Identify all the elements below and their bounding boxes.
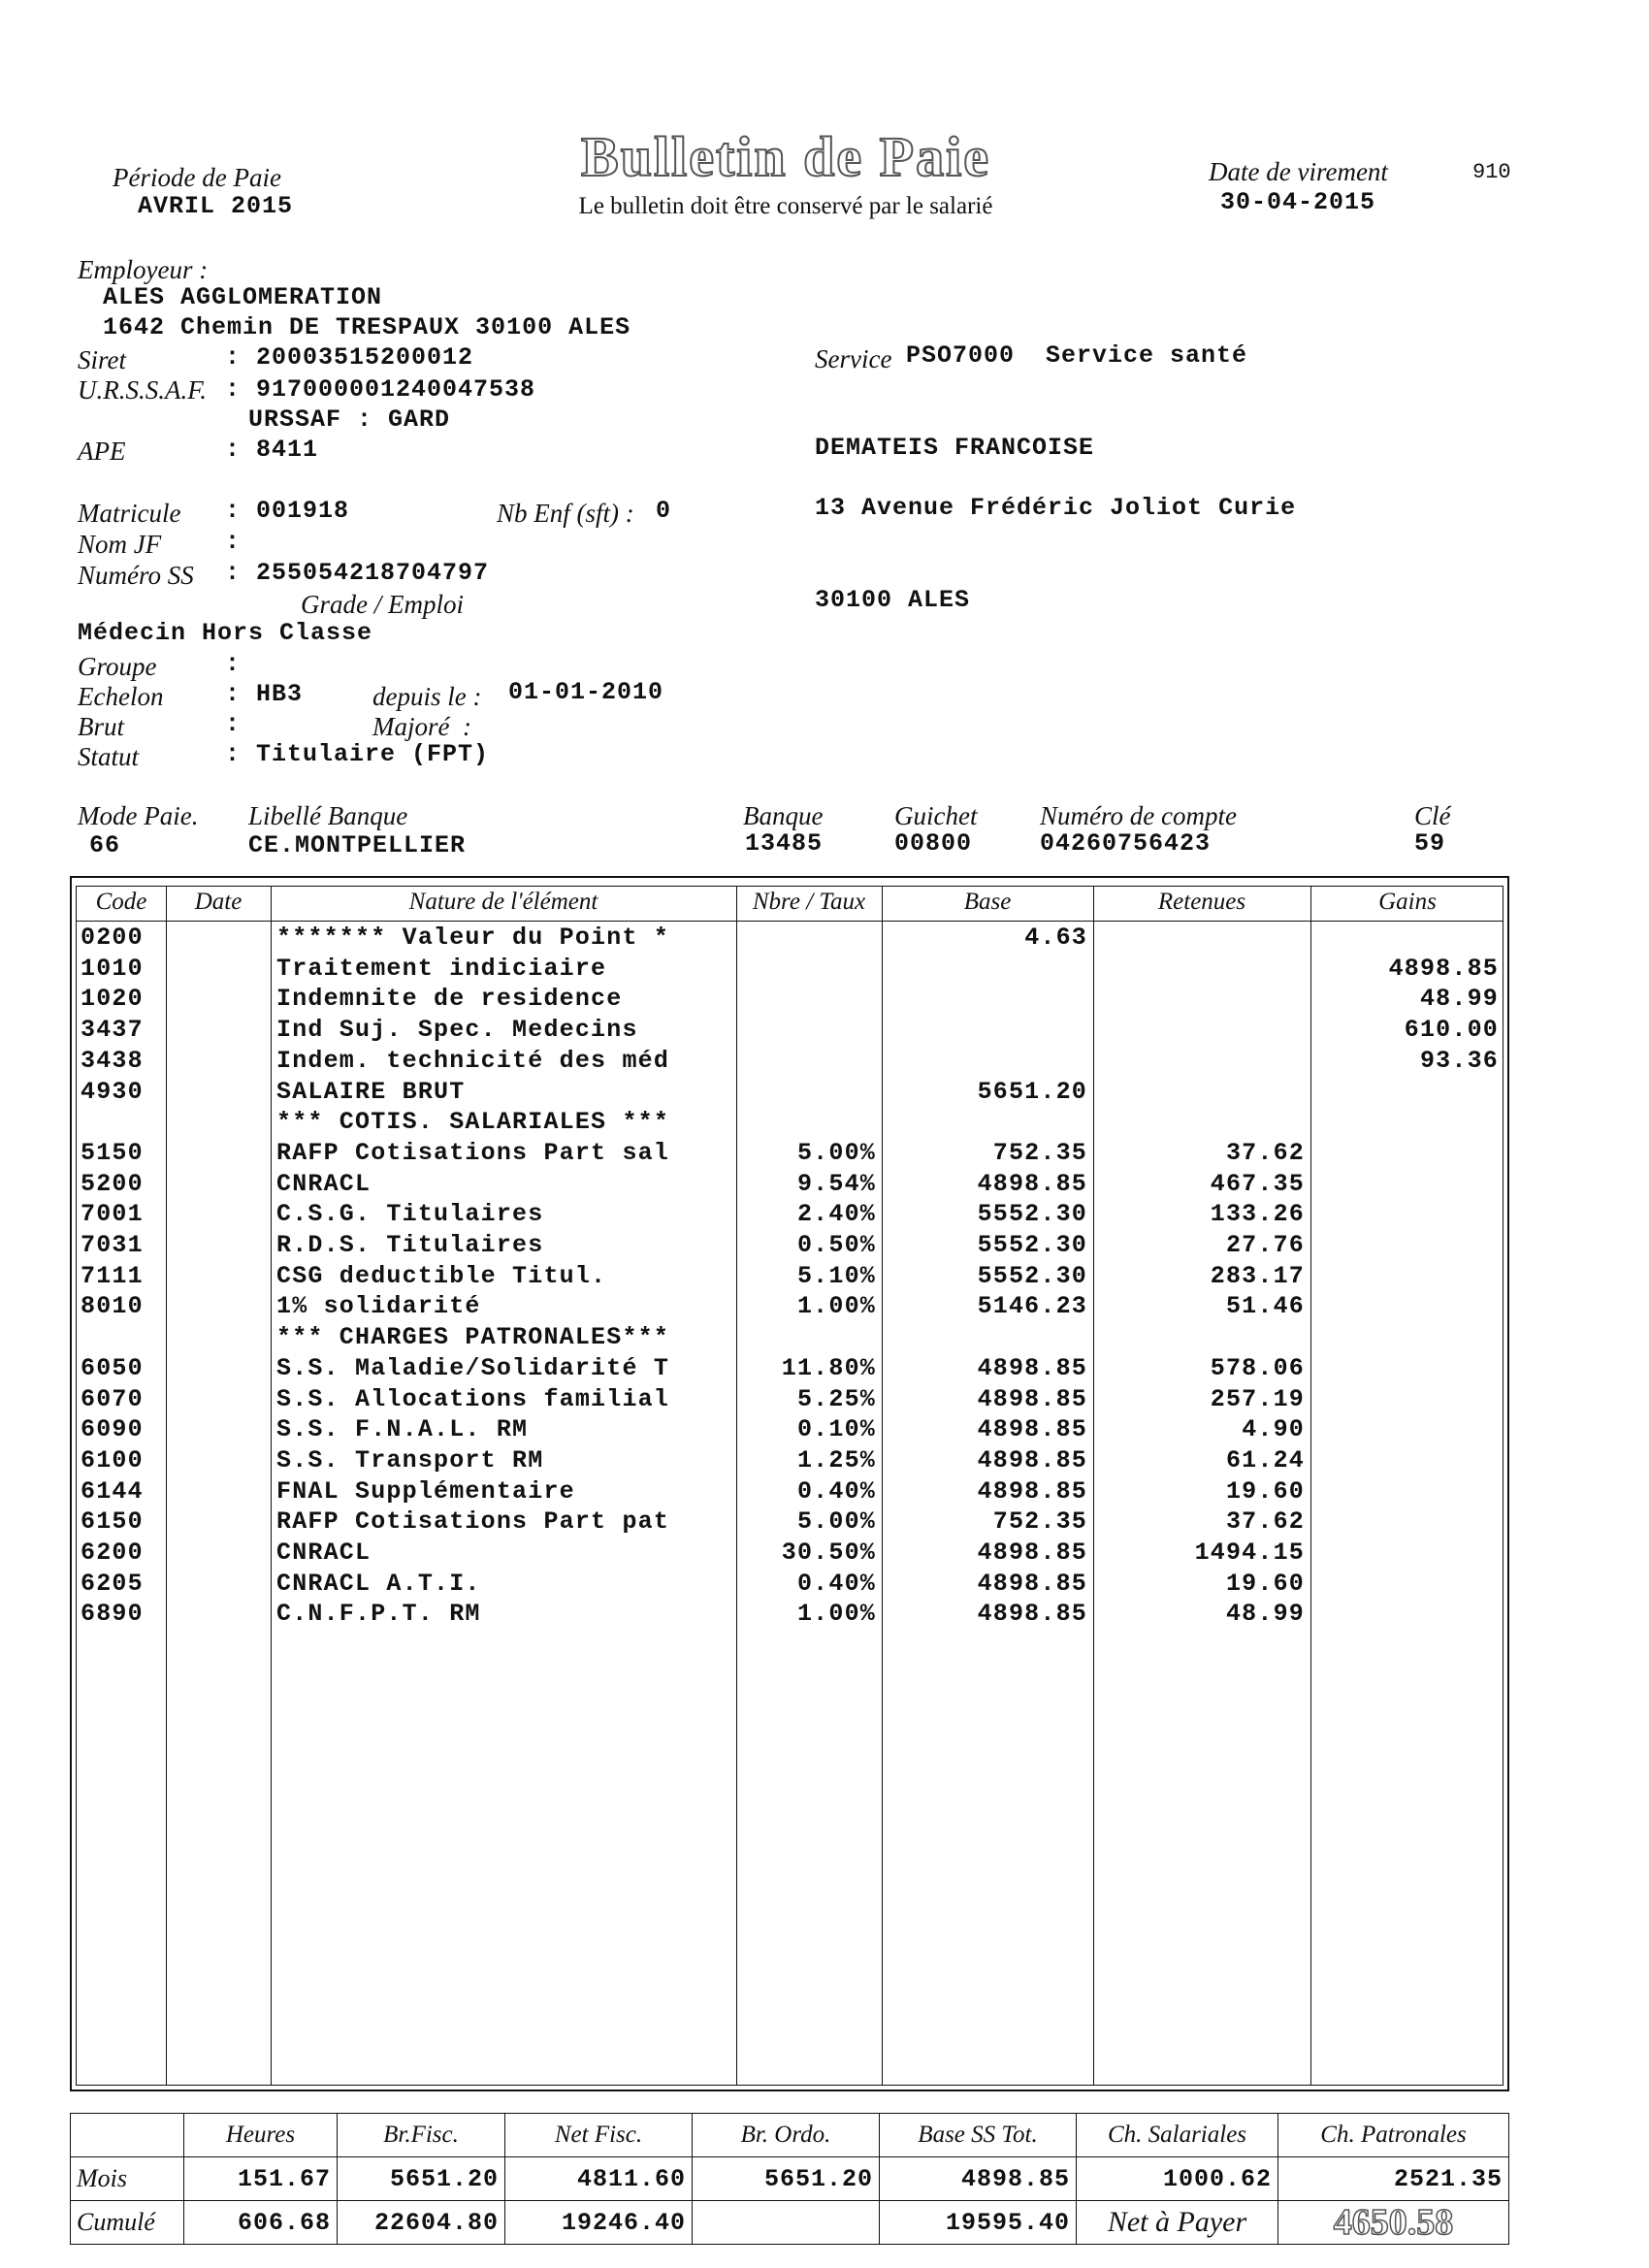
table-row <box>77 1200 1503 1230</box>
cell-nature: 1% solidarité <box>276 1292 481 1321</box>
cell-nature: S.S. Transport RM <box>276 1445 544 1474</box>
table-row <box>77 985 1503 1015</box>
cell-code: 8010 <box>81 1292 144 1321</box>
cell-retenues: 133.26 <box>1210 1200 1305 1229</box>
cumule-br-fisc: 22604.80 <box>338 2201 505 2245</box>
summary-mois-label: Mois <box>71 2157 184 2201</box>
col-header-retenues: Retenues <box>1157 889 1246 915</box>
cell-taux: 9.54% <box>796 1169 876 1198</box>
cell-base: 4898.85 <box>977 1169 1087 1198</box>
cell-nature: CNRACL A.T.I. <box>276 1569 481 1598</box>
guichet-value: 00800 <box>894 829 973 858</box>
cell-retenues: 257.19 <box>1210 1384 1305 1413</box>
cell-base: 5552.30 <box>977 1231 1087 1259</box>
cell-code: 6050 <box>81 1353 144 1382</box>
table-row <box>77 1170 1503 1200</box>
cell-code: 6205 <box>81 1569 144 1598</box>
statut-value: : Titulaire (FPT) <box>225 740 490 768</box>
cell-nature: Ind Suj. Spec. Medecins <box>276 1016 638 1045</box>
grade-value: Médecin Hors Classe <box>78 619 373 647</box>
cell-code: 1020 <box>81 985 144 1014</box>
table-row <box>77 1262 1503 1292</box>
table-row <box>77 1108 1503 1138</box>
table-row <box>77 1323 1503 1353</box>
table-row <box>77 1446 1503 1476</box>
depuis-value: 01-01-2010 <box>508 678 664 706</box>
cell-nature: CSG deductible Titul. <box>276 1261 607 1290</box>
cell-retenues: 51.46 <box>1225 1292 1305 1321</box>
table-row <box>77 1078 1503 1108</box>
cell-nature: S.S. F.N.A.L. RM <box>276 1415 529 1444</box>
cell-code: 6200 <box>81 1539 144 1567</box>
cell-nature: R.D.S. Titulaires <box>276 1231 544 1259</box>
summary-table <box>70 2113 1509 2245</box>
cell-base: 4898.85 <box>977 1445 1087 1474</box>
guichet-label: Guichet <box>894 801 978 830</box>
summary-header-net-fisc: Net Fisc. <box>505 2114 693 2157</box>
employee-address-line1: 13 Avenue Frédéric Joliot Curie <box>815 494 1297 522</box>
compte-label: Numéro de compte <box>1040 801 1237 830</box>
col-header-nature: Nature de l'élément <box>408 889 598 915</box>
cell-nature: S.S. Allocations familial <box>276 1384 670 1413</box>
cell-nature: FNAL Supplémentaire <box>276 1476 575 1506</box>
mois-br-ordo: 5651.20 <box>693 2157 880 2201</box>
cell-base: 4898.85 <box>977 1476 1087 1506</box>
date-virement-value: 30-04-2015 <box>1220 188 1376 216</box>
cell-nature: Traitement indiciaire <box>276 954 607 983</box>
cle-label: Clé <box>1414 801 1451 830</box>
document-subtitle: Le bulletin doit être conservé par le salarié <box>578 193 993 219</box>
col-header-date: Date <box>194 889 242 915</box>
cell-nature: C.N.F.P.T. RM <box>276 1600 481 1629</box>
employer-name: ALES AGGLOMERATION <box>103 283 383 311</box>
mois-net-fisc: 4811.60 <box>505 2157 693 2201</box>
cell-taux: 2.40% <box>796 1200 876 1229</box>
siret-label: Siret <box>78 345 126 374</box>
banque-label: Banque <box>743 801 824 830</box>
cell-code: 5150 <box>81 1138 144 1167</box>
mode-paie-value: 66 <box>89 831 121 859</box>
cell-taux: 1.00% <box>796 1600 876 1629</box>
numero-ss-label: Numéro SS <box>78 561 194 590</box>
groupe-label: Groupe <box>78 652 157 681</box>
cell-code: 6890 <box>81 1600 144 1629</box>
groupe-value: : <box>225 650 242 678</box>
table-row <box>77 1570 1503 1600</box>
ape-label: APE <box>78 437 126 466</box>
table-row <box>77 1292 1503 1322</box>
employee-name: DEMATEIS FRANCOISE <box>815 434 1095 462</box>
nb-enf-label: Nb Enf (sft) : <box>497 499 634 528</box>
cell-code: 3437 <box>81 1016 144 1045</box>
cell-retenues: 48.99 <box>1225 1600 1305 1629</box>
employee-address-line2: 30100 ALES <box>815 586 971 614</box>
col-header-code: Code <box>95 889 147 915</box>
document-title: Bulletin de Paie <box>581 125 990 188</box>
numero-ss-value: : 255054218704797 <box>225 559 490 587</box>
summary-cumule-label: Cumulé <box>71 2201 184 2245</box>
cell-code: 4930 <box>81 1077 144 1106</box>
document-ref: 910 <box>1472 160 1511 184</box>
libelle-banque-label: Libellé Banque <box>248 801 408 830</box>
cell-taux: 30.50% <box>781 1539 876 1567</box>
libelle-banque-value: CE.MONTPELLIER <box>248 831 467 859</box>
summary-header-base-ss: Base SS Tot. <box>880 2114 1077 2157</box>
cell-taux: 5.10% <box>796 1261 876 1290</box>
table-row <box>77 1385 1503 1415</box>
matricule-label: Matricule <box>78 499 181 528</box>
majore-label: Majoré : <box>372 712 471 741</box>
cell-base: 4898.85 <box>977 1353 1087 1382</box>
cell-nature: CNRACL <box>276 1169 372 1198</box>
table-row <box>77 1047 1503 1077</box>
cell-base: 4898.85 <box>977 1539 1087 1567</box>
cle-value: 59 <box>1414 829 1446 858</box>
col-header-base: Base <box>963 889 1012 915</box>
statut-label: Statut <box>78 742 140 771</box>
cell-taux: 0.10% <box>796 1415 876 1444</box>
cell-gains: 93.36 <box>1419 1046 1499 1075</box>
cumule-net-fisc: 19246.40 <box>505 2201 693 2245</box>
cell-taux: 1.25% <box>796 1445 876 1474</box>
cell-base: 752.35 <box>992 1138 1087 1167</box>
mode-paie-label: Mode Paie. <box>78 801 199 830</box>
table-row <box>77 1477 1503 1507</box>
banque-value: 13485 <box>745 829 824 858</box>
cell-code: 7031 <box>81 1231 144 1259</box>
cell-gains: 4898.85 <box>1388 954 1499 983</box>
cell-retenues: 19.60 <box>1225 1476 1305 1506</box>
summary-header-ch-patronales: Ch. Patronales <box>1278 2114 1509 2157</box>
siret-value: : 20003515200012 <box>225 343 474 372</box>
cell-taux: 5.00% <box>796 1138 876 1167</box>
cell-nature: S.S. Maladie/Solidarité T <box>276 1353 670 1382</box>
cell-code: 1010 <box>81 954 144 983</box>
cell-retenues: 19.60 <box>1225 1569 1305 1598</box>
echelon-label: Echelon <box>78 682 164 711</box>
cell-base: 5552.30 <box>977 1261 1087 1290</box>
table-row <box>77 1016 1503 1046</box>
echelon-value: : HB3 <box>225 680 304 708</box>
cell-gains: 48.99 <box>1419 985 1499 1014</box>
cell-nature: CNRACL <box>276 1539 372 1567</box>
cell-nature: SALAIRE BRUT <box>276 1077 466 1106</box>
cell-retenues: 37.62 <box>1225 1138 1305 1167</box>
employer-label: Employeur : <box>78 255 209 284</box>
table-row <box>77 1415 1503 1445</box>
employer-address: 1642 Chemin DE TRESPAUX 30100 ALES <box>103 313 631 341</box>
cell-nature: *** CHARGES PATRONALES*** <box>276 1323 670 1352</box>
grade-label: Grade / Emploi <box>301 590 464 619</box>
cell-nature: RAFP Cotisations Part pat <box>276 1507 670 1537</box>
brut-value: : <box>225 710 242 738</box>
table-row <box>77 1139 1503 1169</box>
ape-value: : 8411 <box>225 436 319 464</box>
date-virement-label: Date de virement <box>1209 157 1388 186</box>
cell-base: 5146.23 <box>977 1292 1087 1321</box>
periode-value: AVRIL 2015 <box>138 192 294 220</box>
cell-taux: 0.40% <box>796 1569 876 1598</box>
matricule-value: : 001918 <box>225 497 350 525</box>
cell-retenues: 4.90 <box>1242 1415 1305 1444</box>
cell-code: 7111 <box>81 1261 144 1290</box>
urssaf-label: U.R.S.S.A.F. <box>78 375 207 405</box>
cell-nature: C.S.G. Titulaires <box>276 1200 544 1229</box>
table-row <box>77 923 1503 954</box>
cell-code: 6100 <box>81 1445 144 1474</box>
cell-retenues: 283.17 <box>1210 1261 1305 1290</box>
cell-taux: 0.50% <box>796 1231 876 1259</box>
cell-base: 5552.30 <box>977 1200 1087 1229</box>
periode-label: Période de Paie <box>113 163 281 192</box>
table-row <box>77 1231 1503 1261</box>
brut-label: Brut <box>78 712 125 741</box>
table-row <box>77 1507 1503 1538</box>
cell-nature: *** COTIS. SALARIALES *** <box>276 1108 670 1137</box>
cell-code: 0200 <box>81 923 144 952</box>
table-row <box>77 1539 1503 1569</box>
table-row <box>77 1354 1503 1384</box>
cell-base: 5651.20 <box>977 1077 1087 1106</box>
cell-nature: Indemnite de residence <box>276 985 623 1014</box>
table-row <box>77 1600 1503 1630</box>
net-a-payer-value: 4650.58 <box>1278 2201 1509 2245</box>
depuis-label: depuis le : <box>372 682 482 711</box>
mois-ch-patronales: 2521.35 <box>1278 2157 1509 2201</box>
cell-base: 4898.85 <box>977 1415 1087 1444</box>
pay-lines-table <box>70 876 1509 2091</box>
cell-gains: 610.00 <box>1404 1016 1499 1045</box>
mois-base-ss: 4898.85 <box>880 2157 1077 2201</box>
summary-header-br-ordo: Br. Ordo. <box>693 2114 880 2157</box>
cell-nature: ******* Valeur du Point * <box>276 923 670 952</box>
cell-retenues: 467.35 <box>1210 1169 1305 1198</box>
service-label: Service <box>815 344 892 373</box>
cell-base: 4.63 <box>1024 923 1087 952</box>
cell-code: 3438 <box>81 1046 144 1075</box>
cell-retenues: 27.76 <box>1225 1231 1305 1259</box>
cell-retenues: 578.06 <box>1210 1353 1305 1382</box>
col-header-gains: Gains <box>1378 889 1437 915</box>
service-value: PSO7000 Service santé <box>906 341 1248 370</box>
summary-header-heures: Heures <box>184 2114 338 2157</box>
summary-header-ch-salariales: Ch. Salariales <box>1077 2114 1278 2157</box>
cumule-heures: 606.68 <box>184 2201 338 2245</box>
mois-ch-salariales: 1000.62 <box>1077 2157 1278 2201</box>
cell-taux: 0.40% <box>796 1476 876 1506</box>
cell-base: 4898.85 <box>977 1569 1087 1598</box>
cell-taux: 5.00% <box>796 1507 876 1537</box>
cell-code: 6090 <box>81 1415 144 1444</box>
cell-code: 6144 <box>81 1476 144 1506</box>
cell-base: 752.35 <box>992 1507 1087 1537</box>
cell-retenues: 61.24 <box>1225 1445 1305 1474</box>
compte-value: 04260756423 <box>1040 829 1212 858</box>
cell-base: 4898.85 <box>977 1384 1087 1413</box>
urssaf-value: : 917000001240047538 <box>225 375 536 404</box>
summary-header-br-fisc: Br.Fisc. <box>338 2114 505 2157</box>
col-header-taux: Nbre / Taux <box>752 889 866 915</box>
cell-retenues: 1494.15 <box>1194 1539 1305 1567</box>
table-row <box>77 955 1503 985</box>
mois-br-fisc: 5651.20 <box>338 2157 505 2201</box>
cell-nature: Indem. technicité des méd <box>276 1046 670 1075</box>
cell-taux: 5.25% <box>796 1384 876 1413</box>
nom-jf-value: : <box>225 528 242 556</box>
mois-heures: 151.67 <box>184 2157 338 2201</box>
cell-code: 5200 <box>81 1169 144 1198</box>
nb-enf-value: 0 <box>656 497 672 525</box>
cell-code: 7001 <box>81 1200 144 1229</box>
cell-nature: RAFP Cotisations Part sal <box>276 1138 670 1167</box>
cumule-base-ss: 19595.40 <box>880 2201 1077 2245</box>
net-a-payer-label: Net à Payer <box>1077 2201 1278 2245</box>
cell-taux: 1.00% <box>796 1292 876 1321</box>
cell-code: 6070 <box>81 1384 144 1413</box>
cell-taux: 11.80% <box>781 1353 876 1382</box>
nom-jf-label: Nom JF <box>78 530 162 559</box>
cell-retenues: 37.62 <box>1225 1507 1305 1537</box>
cell-base: 4898.85 <box>977 1600 1087 1629</box>
urssaf-region: URSSAF : GARD <box>248 405 451 434</box>
cell-code: 6150 <box>81 1507 144 1537</box>
cumule-br-ordo <box>693 2201 880 2245</box>
